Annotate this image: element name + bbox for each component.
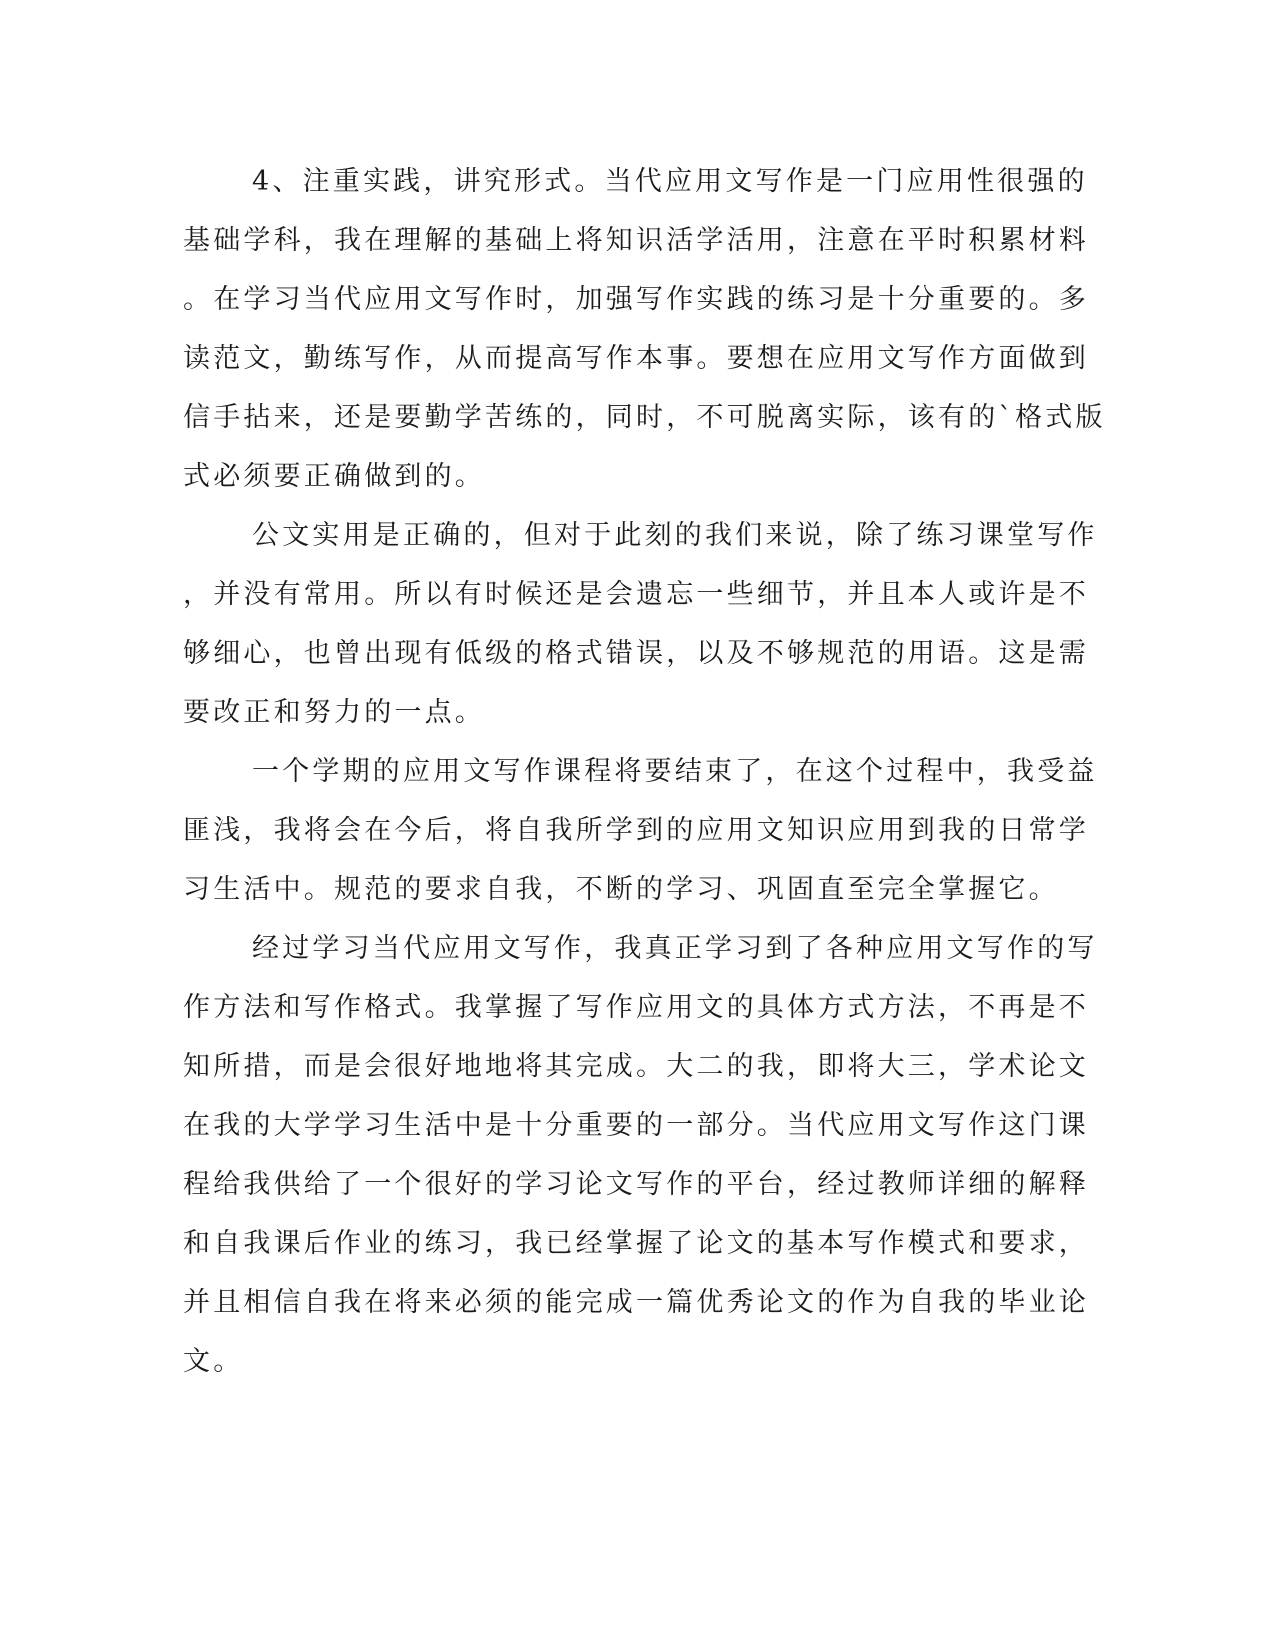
text-line: 一个学期的应用文写作课程将要结束了，在这个过程中，我受益 [252,756,1098,787]
paragraph [183,742,1098,919]
paragraph [183,919,1098,1391]
text-line: 知所措，而是会很好地地将其完成。大二的我，即将大三，学术论文 [183,1051,1089,1082]
paragraph [183,152,1106,506]
text-line: 在我的大学学习生活中是十分重要的一部分。当代应用文写作这门课 [183,1110,1089,1141]
text-line: 和自我课后作业的练习，我已经掌握了论文的基本写作模式和要求， [183,1228,1089,1259]
text-line: 信手拈来，还是要勤学苦练的，同时，不可脱离实际，该有的`格式版 [183,402,1106,433]
text-line: 要改正和努力的一点。 [183,697,485,728]
document-body [183,152,1106,1391]
paragraph [183,506,1098,742]
text-line: 4、注重实践，讲究形式。当代应用文写作是一门应用性很强的 [252,166,1088,197]
text-line: 公文实用是正确的，但对于此刻的我们来说，除了练习课堂写作 [252,520,1098,551]
text-line: 式必须要正确做到的。 [183,461,485,492]
text-line: 。在学习当代应用文写作时，加强写作实践的练习是十分重要的。多 [183,284,1089,315]
text-line: 文。 [183,1346,244,1377]
text-line: 作方法和写作格式。我掌握了写作应用文的具体方式方法，不再是不 [183,992,1089,1023]
text-line: ，并没有常用。所以有时候还是会遗忘一些细节，并且本人或许是不 [183,579,1089,610]
text-line: 经过学习当代应用文写作，我真正学习到了各种应用文写作的写 [252,933,1098,964]
text-line: 习生活中。规范的要求自我，不断的学习、巩固直至完全掌握它。 [183,874,1059,905]
text-line: 读范文，勤练写作，从而提高写作本事。要想在应用文写作方面做到 [183,343,1089,374]
text-line: 够细心，也曾出现有低级的格式错误，以及不够规范的用语。这是需 [183,638,1089,669]
text-line: 匪浅，我将会在今后，将自我所学到的应用文知识应用到我的日常学 [183,815,1089,846]
text-line: 程给我供给了一个很好的学习论文写作的平台，经过教师详细的解释 [183,1169,1089,1200]
text-line: 并且相信自我在将来必须的能完成一篇优秀论文的作为自我的毕业论 [183,1287,1089,1318]
text-line: 基础学科，我在理解的基础上将知识活学活用，注意在平时积累材料 [183,225,1089,256]
